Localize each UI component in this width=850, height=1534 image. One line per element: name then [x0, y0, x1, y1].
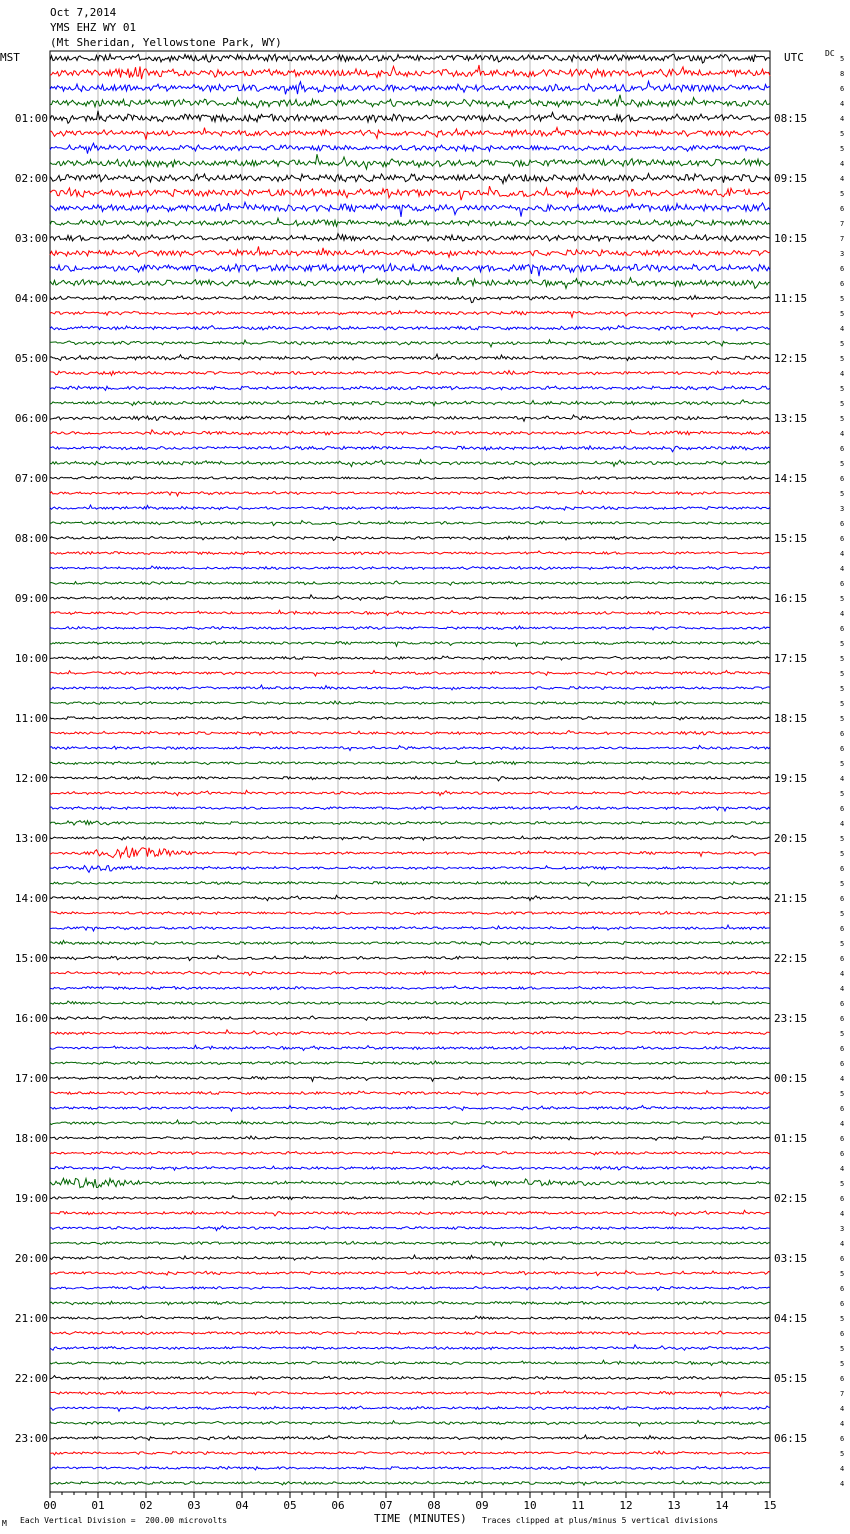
trace-line — [50, 847, 770, 858]
utc-hour-label: 11:15 — [774, 292, 808, 305]
trace-line — [50, 326, 770, 331]
dc-offset-label: 4 — [840, 1405, 845, 1413]
trace-line — [50, 1271, 770, 1276]
clip-note: Traces clipped at plus/minus 5 vertical divisions — [482, 1516, 719, 1525]
dc-offset-label: 6 — [840, 955, 845, 963]
mst-hour-label: 12:00 — [14, 772, 48, 785]
right-timezone-label: UTC — [784, 51, 804, 64]
trace-line — [50, 1391, 770, 1396]
trace-line — [50, 1106, 770, 1112]
trace-line — [50, 701, 770, 705]
trace-line — [50, 81, 770, 94]
dc-offset-label: 4 — [840, 370, 845, 378]
trace-line — [50, 895, 770, 900]
dc-offset-label: 5 — [840, 460, 845, 468]
dc-offset-label: 4 — [840, 430, 845, 438]
trace-line — [50, 154, 770, 169]
dc-offset-label: 5 — [840, 1030, 845, 1038]
dc-offset-label: 5 — [840, 835, 845, 843]
trace-line — [50, 430, 770, 435]
trace-line — [50, 1196, 770, 1200]
mst-hour-label: 23:00 — [14, 1432, 48, 1445]
dc-offset-label: 6 — [840, 805, 845, 813]
trace-line — [50, 1286, 770, 1290]
trace-line — [50, 340, 770, 347]
utc-hour-label: 16:15 — [774, 592, 808, 605]
dc-offset-label: 6 — [840, 535, 845, 543]
trace-line — [50, 956, 770, 961]
dc-offset-label: 6 — [840, 520, 845, 528]
utc-hour-label: 04:15 — [774, 1312, 808, 1325]
trace-line — [50, 174, 770, 184]
dc-offset-label: 6 — [840, 895, 845, 903]
utc-hour-label: 14:15 — [774, 472, 808, 485]
dc-offset-label: 7 — [840, 1390, 845, 1398]
x-tick-label: 15 — [763, 1499, 777, 1512]
x-tick-label: 05 — [283, 1499, 297, 1512]
trace-line — [50, 1001, 770, 1005]
trace-line — [50, 1076, 770, 1081]
dc-offset-label: 4 — [840, 610, 845, 618]
trace-line — [50, 821, 770, 826]
trace-line — [50, 595, 770, 600]
dc-offset-label: 5 — [840, 850, 845, 858]
trace-line — [50, 446, 770, 452]
trace-line — [50, 1255, 770, 1260]
dc-offset-label: 8 — [840, 70, 845, 78]
trace-line — [50, 866, 770, 873]
utc-hour-label: 18:15 — [774, 712, 808, 725]
trace-line — [50, 54, 770, 63]
mst-hour-label: 06:00 — [14, 412, 48, 425]
dc-offset-label: 5 — [840, 715, 845, 723]
dc-offset-label: 4 — [840, 325, 845, 333]
utc-hour-label: 15:15 — [774, 532, 808, 545]
dc-offset-label: 5 — [840, 1270, 845, 1278]
trace-line — [50, 1210, 770, 1216]
dc-offset-label: 5 — [840, 1180, 845, 1188]
trace-line — [50, 806, 770, 811]
dc-offset-label: 6 — [840, 580, 845, 588]
dc-offset-label: 5 — [840, 1090, 845, 1098]
mst-hour-label: 14:00 — [14, 892, 48, 905]
mst-hour-label: 16:00 — [14, 1012, 48, 1025]
trace-line — [50, 1451, 770, 1455]
dc-offset-label: 6 — [840, 205, 845, 213]
x-tick-label: 04 — [235, 1499, 249, 1512]
trace-line — [50, 1016, 770, 1020]
dc-offset-label: 6 — [840, 1150, 845, 1158]
utc-hour-label: 08:15 — [774, 112, 808, 125]
location-label: (Mt Sheridan, Yellowstone Park, WY) — [50, 36, 282, 49]
mst-hour-label: 10:00 — [14, 652, 48, 665]
dc-offset-label: 5 — [840, 700, 845, 708]
x-tick-label: 11 — [571, 1499, 585, 1512]
dc-offset-label: 7 — [840, 235, 845, 243]
dc-offset-label: 5 — [840, 130, 845, 138]
dc-offset-label: 3 — [840, 1225, 845, 1233]
dc-offset-label: 5 — [840, 340, 845, 348]
dc-offset-label: 6 — [840, 475, 845, 483]
x-tick-label: 07 — [379, 1499, 393, 1512]
mst-hour-label: 08:00 — [14, 532, 48, 545]
dc-offset-label: 4 — [840, 1165, 845, 1173]
mst-hour-label: 17:00 — [14, 1072, 48, 1085]
dc-offset-label: 4 — [840, 1210, 845, 1218]
utc-hour-label: 17:15 — [774, 652, 808, 665]
dc-offset-label: 6 — [840, 280, 845, 288]
utc-hour-label: 23:15 — [774, 1012, 808, 1025]
dc-offset-label: 6 — [840, 1375, 845, 1383]
trace-line — [50, 1030, 770, 1035]
dc-offset-label: 5 — [840, 145, 845, 153]
trace-line — [50, 925, 770, 931]
utc-hour-label: 22:15 — [774, 952, 808, 965]
trace-line — [50, 476, 770, 479]
dc-offset-label: 5 — [840, 1450, 845, 1458]
utc-hour-label: 02:15 — [774, 1192, 808, 1205]
dc-offset-label: 5 — [840, 490, 845, 498]
dc-offset-label: 4 — [840, 970, 845, 978]
dc-offset-label: 6 — [840, 1435, 845, 1443]
x-tick-label: 14 — [715, 1499, 729, 1512]
trace-line — [50, 246, 770, 257]
trace-line — [50, 460, 770, 467]
trace-line — [50, 790, 770, 795]
trace-line — [50, 671, 770, 677]
trace-line — [50, 415, 770, 421]
trace-line — [50, 641, 770, 646]
mst-hour-label: 18:00 — [14, 1132, 48, 1145]
trace-line — [50, 264, 770, 277]
trace-line — [50, 234, 770, 242]
trace-line — [50, 296, 770, 303]
x-tick-label: 01 — [91, 1499, 105, 1512]
x-tick-label: 10 — [523, 1499, 537, 1512]
trace-line — [50, 1120, 770, 1125]
mst-hour-label: 02:00 — [14, 172, 48, 185]
utc-hour-label: 21:15 — [774, 892, 808, 905]
dc-offset-label: 5 — [840, 400, 845, 408]
dc-offset-label: 6 — [840, 1330, 845, 1338]
dc-offset-label: 6 — [840, 445, 845, 453]
x-tick-label: 08 — [427, 1499, 441, 1512]
trace-line — [50, 1421, 770, 1427]
trace-line — [50, 218, 770, 226]
dc-offset-label: 6 — [840, 1255, 845, 1263]
x-tick-label: 06 — [331, 1499, 345, 1512]
dc-offset-label: 6 — [840, 1105, 845, 1113]
trace-line — [50, 536, 770, 540]
trace-line — [50, 143, 770, 154]
trace-line — [50, 1091, 770, 1095]
trace-line — [50, 971, 770, 975]
dc-offset-label: 6 — [840, 625, 845, 633]
trace-line — [50, 1331, 770, 1335]
dc-offset-label: 5 — [840, 880, 845, 888]
utc-hour-label: 13:15 — [774, 412, 808, 425]
mst-hour-label: 13:00 — [14, 832, 48, 845]
dc-offset-label: 4 — [840, 820, 845, 828]
dc-offset-label: 4 — [840, 985, 845, 993]
trace-line — [50, 1151, 770, 1155]
trace-line — [50, 566, 770, 570]
dc-offset-label: 4 — [840, 1420, 845, 1428]
date-label: Oct 7,2014 — [50, 6, 117, 19]
dc-offset-label: 6 — [840, 1135, 845, 1143]
mst-hour-label: 01:00 — [14, 112, 48, 125]
utc-hour-label: 20:15 — [774, 832, 808, 845]
dc-offset-label: 4 — [840, 1465, 845, 1473]
mst-hour-label: 03:00 — [14, 232, 48, 245]
trace-line — [50, 277, 770, 288]
utc-hour-label: 03:15 — [774, 1252, 808, 1265]
x-tick-label: 02 — [139, 1499, 153, 1512]
dc-offset-label: 5 — [840, 1315, 845, 1323]
scale-note: Each Vertical Division = 200.00 microvolts — [20, 1516, 228, 1525]
dc-offset-label: 5 — [840, 415, 845, 423]
dc-label: DC — [825, 49, 835, 58]
utc-hour-label: 00:15 — [774, 1072, 808, 1085]
trace-line — [50, 371, 770, 376]
mst-hour-label: 22:00 — [14, 1372, 48, 1385]
x-tick-label: 12 — [619, 1499, 633, 1512]
dc-offset-label: 6 — [840, 925, 845, 933]
utc-hour-label: 05:15 — [774, 1372, 808, 1385]
trace-line — [50, 1360, 770, 1365]
trace-line — [50, 1406, 770, 1411]
trace-line — [50, 400, 770, 406]
trace-line — [50, 1178, 770, 1187]
dc-offset-label: 5 — [840, 190, 845, 198]
dc-offset-label: 5 — [840, 685, 845, 693]
utc-hour-label: 01:15 — [774, 1132, 808, 1145]
x-axis-title: TIME (MINUTES) — [374, 1512, 467, 1525]
trace-line — [50, 610, 770, 615]
dc-offset-label: 5 — [840, 790, 845, 798]
dc-offset-label: 6 — [840, 745, 845, 753]
dc-offset-label: 5 — [840, 655, 845, 663]
trace-line — [50, 1376, 770, 1380]
dc-offset-label: 6 — [840, 85, 845, 93]
utc-hour-label: 09:15 — [774, 172, 808, 185]
trace-line — [50, 911, 770, 914]
utc-hour-label: 06:15 — [774, 1432, 808, 1445]
trace-line — [50, 1301, 770, 1305]
x-tick-label: 13 — [667, 1499, 681, 1512]
dc-offset-label: 5 — [840, 1360, 845, 1368]
trace-line — [50, 1241, 770, 1246]
dc-offset-label: 6 — [840, 1300, 845, 1308]
trace-line — [50, 505, 770, 510]
dc-offset-label: 4 — [840, 775, 845, 783]
trace-line — [50, 685, 770, 690]
dc-offset-label: 3 — [840, 250, 845, 258]
dc-offset-label: 5 — [840, 310, 845, 318]
trace-line — [50, 310, 770, 317]
x-tick-label: 03 — [187, 1499, 201, 1512]
trace-line — [50, 776, 770, 781]
utc-hour-label: 19:15 — [774, 772, 808, 785]
dc-offset-label: 4 — [840, 115, 845, 123]
trace-line — [50, 491, 770, 496]
trace-line — [50, 986, 770, 990]
trace-line — [50, 731, 770, 736]
dc-offset-label: 6 — [840, 1045, 845, 1053]
dc-offset-label: 4 — [840, 550, 845, 558]
x-tick-label: 00 — [43, 1499, 57, 1512]
dc-offset-label: 4 — [840, 1480, 845, 1488]
dc-offset-label: 6 — [840, 1285, 845, 1293]
trace-line — [50, 111, 770, 124]
dc-offset-label: 5 — [840, 295, 845, 303]
utc-hour-label: 12:15 — [774, 352, 808, 365]
dc-offset-label: 6 — [840, 1000, 845, 1008]
utc-hour-label: 10:15 — [774, 232, 808, 245]
dc-offset-label: 6 — [840, 1015, 845, 1023]
station-label: YMS EHZ WY 01 — [50, 21, 137, 34]
dc-offset-label: 3 — [840, 505, 845, 513]
dc-offset-label: 4 — [840, 1240, 845, 1248]
dc-offset-label: 4 — [840, 1120, 845, 1128]
trace-line — [50, 128, 770, 140]
dc-offset-label: 5 — [840, 1345, 845, 1353]
dc-offset-label: 4 — [840, 100, 845, 108]
dc-offset-label: 4 — [840, 175, 845, 183]
trace-line — [50, 521, 770, 526]
dc-offset-label: 6 — [840, 1060, 845, 1068]
mst-hour-label: 09:00 — [14, 592, 48, 605]
left-timezone-label: MST — [0, 51, 20, 64]
trace-line — [50, 626, 770, 630]
trace-line — [50, 717, 770, 721]
trace-line — [50, 836, 770, 841]
dc-offset-label: 6 — [840, 865, 845, 873]
mst-hour-label: 15:00 — [14, 952, 48, 965]
trace-line — [50, 1316, 770, 1320]
mst-hour-label: 04:00 — [14, 292, 48, 305]
trace-line — [50, 1045, 770, 1050]
dc-offset-label: 5 — [840, 595, 845, 603]
dc-offset-label: 5 — [840, 940, 845, 948]
mst-hour-label: 07:00 — [14, 472, 48, 485]
trace-line — [50, 1345, 770, 1350]
dc-offset-label: 6 — [840, 265, 845, 273]
trace-line — [50, 1136, 770, 1140]
dc-offset-label: 5 — [840, 670, 845, 678]
dc-offset-label: 4 — [840, 565, 845, 573]
trace-line — [50, 881, 770, 886]
dc-offset-label: 4 — [840, 160, 845, 168]
mst-hour-label: 11:00 — [14, 712, 48, 725]
dc-offset-label: 5 — [840, 640, 845, 648]
trace-line — [50, 746, 770, 751]
mst-hour-label: 05:00 — [14, 352, 48, 365]
trace-line — [50, 1061, 770, 1065]
dc-offset-label: 6 — [840, 1195, 845, 1203]
trace-line — [50, 1226, 770, 1231]
trace-line — [50, 581, 770, 585]
dc-offset-label: 5 — [840, 385, 845, 393]
trace-line — [50, 940, 770, 945]
dc-offset-label: 5 — [840, 355, 845, 363]
dc-offset-label: 4 — [840, 1075, 845, 1083]
mst-hour-label: 21:00 — [14, 1312, 48, 1325]
dc-offset-label: 7 — [840, 220, 845, 228]
trace-line — [50, 65, 770, 79]
mst-hour-label: 19:00 — [14, 1192, 48, 1205]
trace-line — [50, 761, 770, 765]
mst-hour-label: 20:00 — [14, 1252, 48, 1265]
trace-line — [50, 551, 770, 555]
trace-line — [50, 186, 770, 200]
dc-offset-label: 6 — [840, 730, 845, 738]
dc-offset-label: 5 — [840, 910, 845, 918]
corner-mark: M — [2, 1519, 7, 1528]
dc-offset-label: 5 — [840, 760, 845, 768]
trace-line — [50, 95, 770, 109]
trace-line — [50, 1467, 770, 1470]
trace-line — [50, 1166, 770, 1171]
x-tick-label: 09 — [475, 1499, 489, 1512]
trace-line — [50, 202, 770, 217]
trace-line — [50, 386, 770, 390]
dc-offset-label: 5 — [840, 55, 845, 63]
trace-line — [50, 1481, 770, 1485]
trace-line — [50, 656, 770, 660]
trace-line — [50, 354, 770, 360]
trace-line — [50, 1435, 770, 1440]
